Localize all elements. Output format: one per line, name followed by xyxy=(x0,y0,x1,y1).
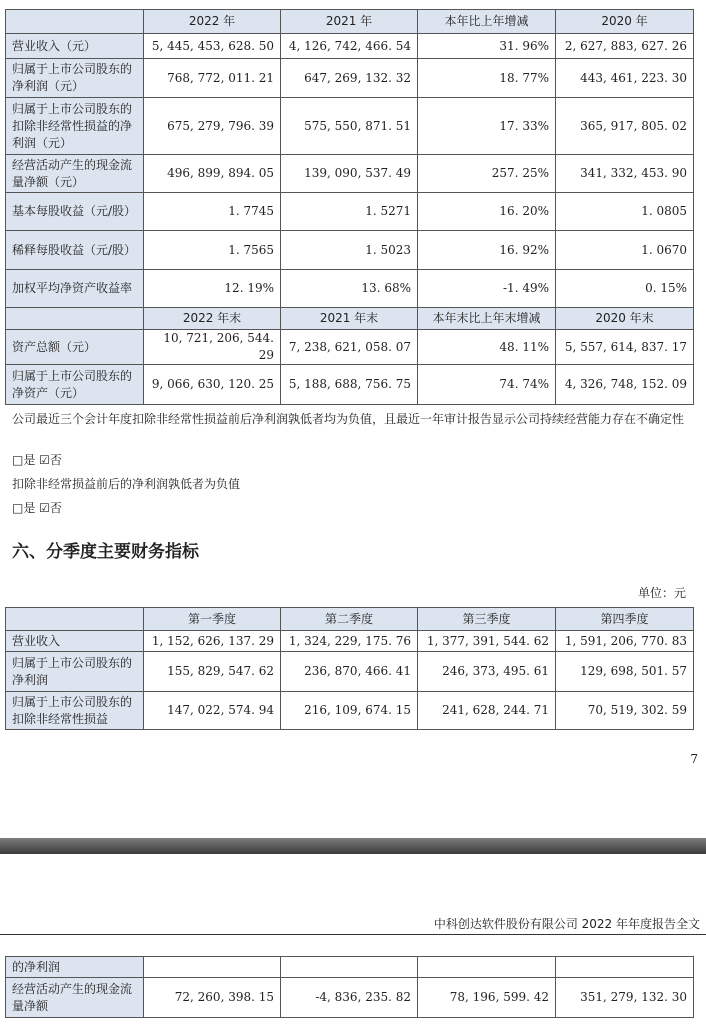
table-cell: 236, 870, 466. 41 xyxy=(281,652,418,692)
section-title: 六、分季度主要财务指标 xyxy=(12,542,199,562)
table-cell: 647, 269, 132. 32 xyxy=(281,59,418,98)
table-cell: 72, 260, 398. 15 xyxy=(144,978,281,1018)
running-header: 中科创达软件股份有限公司 2022 年年度报告全文 xyxy=(433,917,700,931)
financial-indicators-table xyxy=(5,9,694,405)
table-cell: 1, 324, 229, 175. 76 xyxy=(281,631,418,652)
table-cell: 675, 279, 796. 39 xyxy=(144,98,281,155)
row-label: 归属于上市公司股东的净资产（元） xyxy=(6,365,144,405)
table-cell: 1, 152, 626, 137. 29 xyxy=(144,631,281,652)
header-cell: 第一季度 xyxy=(144,608,281,631)
header-cell: 2020 年末 xyxy=(556,308,694,330)
table-row xyxy=(6,652,694,692)
table-cell: 443, 461, 223. 30 xyxy=(556,59,694,98)
row-label: 加权平均净资产收益率 xyxy=(6,270,144,308)
table-cell: 0. 15% xyxy=(556,270,694,308)
header-cell xyxy=(6,308,144,330)
row-label: 归属于上市公司股东的净利润 xyxy=(6,652,144,692)
table-header-row xyxy=(6,308,694,330)
table-cell: 1. 7745 xyxy=(144,193,281,231)
table-row xyxy=(6,692,694,730)
table-cell: 1. 5271 xyxy=(281,193,418,231)
table-row xyxy=(6,231,694,270)
table-cell: 78, 196, 599. 42 xyxy=(418,978,556,1018)
table-cell: 147, 022, 574. 94 xyxy=(144,692,281,730)
table-cell: 1, 591, 206, 770. 83 xyxy=(556,631,694,652)
table-cell xyxy=(281,957,418,978)
row-label: 经营活动产生的现金流量净额 xyxy=(6,978,144,1018)
table-header-row xyxy=(6,10,694,34)
negative-profit-note: 扣除非经常损益前后的净利润孰低者为负值 xyxy=(12,477,241,491)
table-cell: 216, 109, 674. 15 xyxy=(281,692,418,730)
table-cell: 9, 066, 630, 120. 25 xyxy=(144,365,281,405)
table-cell: 246, 373, 495. 61 xyxy=(418,652,556,692)
table-cell: 496, 899, 894. 05 xyxy=(144,155,281,193)
page-number: 7 xyxy=(690,752,698,766)
row-label: 归属于上市公司股东的净利润（元） xyxy=(6,59,144,98)
checkbox-yes-no: □是 ☑否 xyxy=(12,501,62,515)
table-row xyxy=(6,631,694,652)
table-row xyxy=(6,193,694,231)
table-cell: 257. 25% xyxy=(418,155,556,193)
table-cell: -4, 836, 235. 82 xyxy=(281,978,418,1018)
table-cell: 1. 0805 xyxy=(556,193,694,231)
row-label: 营业收入（元） xyxy=(6,34,144,59)
table-cell: 31. 96% xyxy=(418,34,556,59)
row-label: 稀释每股收益（元/股） xyxy=(6,231,144,270)
header-cell: 第四季度 xyxy=(556,608,694,631)
table-cell: 48. 11% xyxy=(418,330,556,365)
table-row xyxy=(6,978,694,1018)
header-cell: 本年比上年增减 xyxy=(418,10,556,34)
table-cell xyxy=(144,957,281,978)
header-cell: 本年末比上年末增减 xyxy=(418,308,556,330)
table-header-row xyxy=(6,608,694,631)
table-cell: 18. 77% xyxy=(418,59,556,98)
table-cell: 241, 628, 244. 71 xyxy=(418,692,556,730)
row-label: 基本每股收益（元/股） xyxy=(6,193,144,231)
table-cell: 74. 74% xyxy=(418,365,556,405)
table-cell xyxy=(556,957,694,978)
header-cell xyxy=(6,10,144,34)
table-row xyxy=(6,155,694,193)
unit-label: 单位：元 xyxy=(637,586,686,600)
row-label: 资产总额（元） xyxy=(6,330,144,365)
table-cell: 139, 090, 537. 49 xyxy=(281,155,418,193)
row-label: 归属于上市公司股东的扣除非经常性损益 xyxy=(6,692,144,730)
table-cell: 1. 7565 xyxy=(144,231,281,270)
table-cell: 129, 698, 501. 57 xyxy=(556,652,694,692)
table-cell: 70, 519, 302. 59 xyxy=(556,692,694,730)
table-cell: 5, 188, 688, 756. 75 xyxy=(281,365,418,405)
header-cell: 2022 年末 xyxy=(144,308,281,330)
header-cell: 2021 年末 xyxy=(281,308,418,330)
quarterly-indicators-table xyxy=(5,607,694,730)
header-cell: 2020 年 xyxy=(556,10,694,34)
table-cell: 341, 332, 453. 90 xyxy=(556,155,694,193)
table-cell: -1. 49% xyxy=(418,270,556,308)
row-label: 的净利润 xyxy=(6,957,144,978)
table-row xyxy=(6,34,694,59)
header-rule xyxy=(0,934,706,935)
table-cell: 1. 0670 xyxy=(556,231,694,270)
header-cell xyxy=(6,608,144,631)
table-cell: 365, 917, 805. 02 xyxy=(556,98,694,155)
quarterly-indicators-continued-table xyxy=(5,956,694,1018)
table-cell xyxy=(418,957,556,978)
table-cell: 4, 126, 742, 466. 54 xyxy=(281,34,418,59)
table-cell: 17. 33% xyxy=(418,98,556,155)
table-cell: 12. 19% xyxy=(144,270,281,308)
going-concern-note: 公司最近三个会计年度扣除非经常性损益前后净利润孰低者均为负值，且最近一年审计报告显示公司持续经营能力存在不确定性 xyxy=(12,412,685,426)
table-cell: 5, 445, 453, 628. 50 xyxy=(144,34,281,59)
header-cell: 第三季度 xyxy=(418,608,556,631)
table-cell: 16. 92% xyxy=(418,231,556,270)
header-cell: 2022 年 xyxy=(144,10,281,34)
table-cell: 155, 829, 547. 62 xyxy=(144,652,281,692)
table-cell: 16. 20% xyxy=(418,193,556,231)
table-cell: 5, 557, 614, 837. 17 xyxy=(556,330,694,365)
table-row xyxy=(6,98,694,155)
table-cell: 1. 5023 xyxy=(281,231,418,270)
row-label: 归属于上市公司股东的扣除非经常性损益的净利润（元） xyxy=(6,98,144,155)
table-cell: 351, 279, 132. 30 xyxy=(556,978,694,1018)
table-row xyxy=(6,270,694,308)
table-cell: 768, 772, 011. 21 xyxy=(144,59,281,98)
table-cell: 4, 326, 748, 152. 09 xyxy=(556,365,694,405)
row-label: 营业收入 xyxy=(6,631,144,652)
table-row xyxy=(6,365,694,405)
table-cell: 10, 721, 206, 544. 29 xyxy=(144,330,281,365)
table-row xyxy=(6,957,694,978)
table-cell: 2, 627, 883, 627. 26 xyxy=(556,34,694,59)
checkbox-yes-no: □是 ☑否 xyxy=(12,453,62,467)
table-row xyxy=(6,59,694,98)
table-row xyxy=(6,330,694,365)
header-cell: 2021 年 xyxy=(281,10,418,34)
table-cell: 1, 377, 391, 544. 62 xyxy=(418,631,556,652)
table-cell: 575, 550, 871. 51 xyxy=(281,98,418,155)
page-break-band xyxy=(0,838,706,854)
table-cell: 7, 238, 621, 058. 07 xyxy=(281,330,418,365)
row-label: 经营活动产生的现金流量净额（元） xyxy=(6,155,144,193)
table-cell: 13. 68% xyxy=(281,270,418,308)
header-cell: 第二季度 xyxy=(281,608,418,631)
